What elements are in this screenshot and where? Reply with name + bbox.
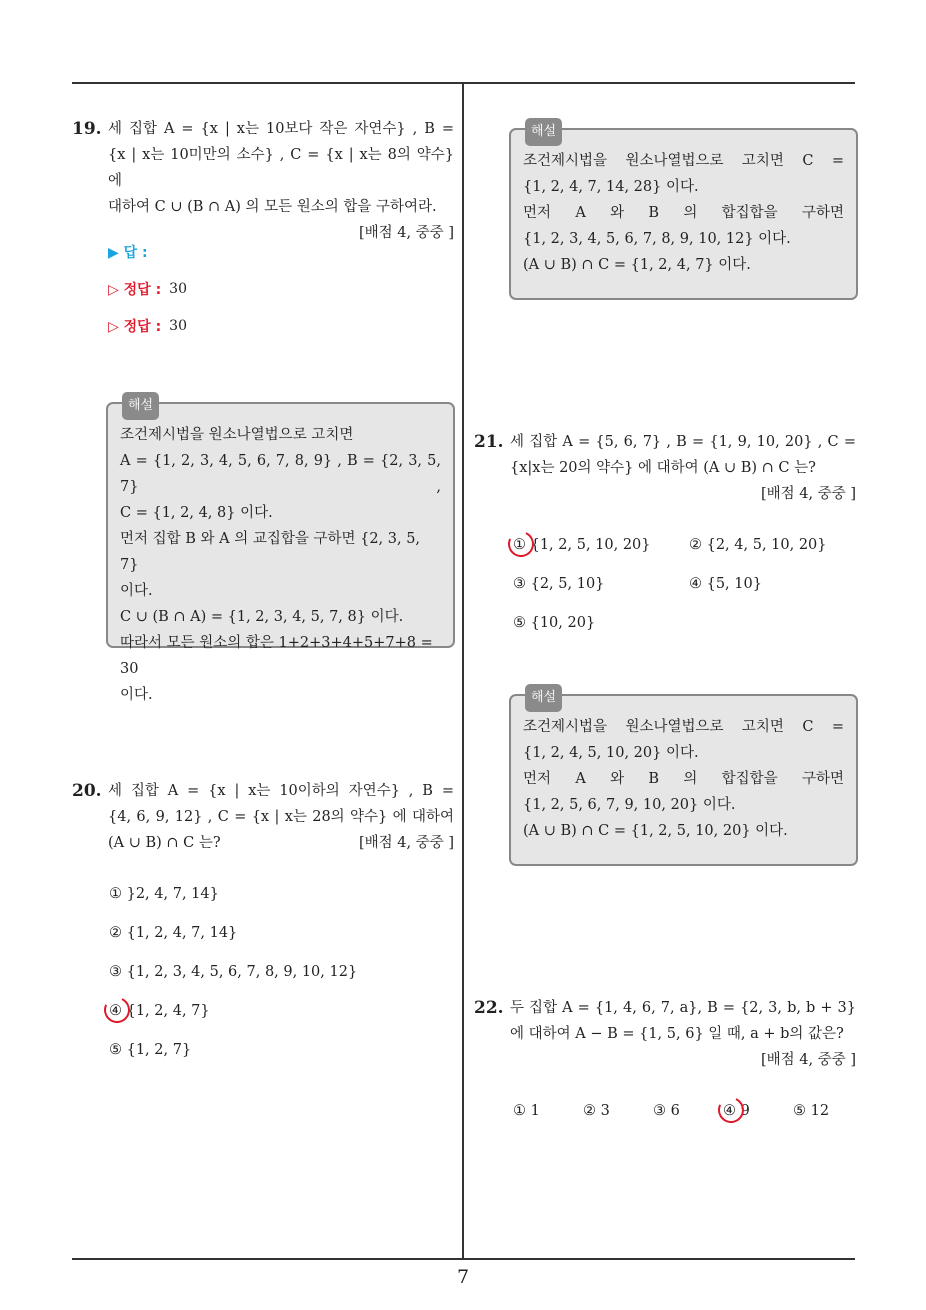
explanation-line: 먼저 A 와 B 의 합집합을 구하면 xyxy=(523,771,844,787)
option-4[interactable]: ④ {5, 10} xyxy=(689,576,762,592)
question-19 xyxy=(72,116,454,246)
question-text-line: (A ∪ B) ∩ C 는? xyxy=(108,835,221,851)
answer-block-19 xyxy=(108,233,187,344)
selected-answer-circle xyxy=(714,1093,747,1126)
explanation-line: 조건제시법을 원소나열법으로 고치면 xyxy=(120,427,354,443)
question-20 xyxy=(72,778,454,856)
answer-label: ▶ 답 : xyxy=(108,244,148,261)
option-4[interactable]: ④ {1, 2, 4, 7} xyxy=(109,1003,210,1019)
correct-label: ▷ 정답 : xyxy=(108,281,162,298)
option-3[interactable]: ③ {1, 2, 3, 4, 5, 6, 7, 8, 9, 10, 12} xyxy=(109,964,358,980)
explanation-tag: 해설 xyxy=(525,684,562,712)
explanation-line: 조건제시법을 원소나열법으로 고치면 C = xyxy=(523,153,844,169)
explanation-tag: 해설 xyxy=(525,118,562,146)
correct-label: ▷ 정답 : xyxy=(108,318,162,335)
correct-value: 30 xyxy=(169,317,187,334)
question-number: 20. xyxy=(72,781,102,801)
question-22 xyxy=(474,995,856,1073)
explanation-line: {1, 2, 5, 6, 7, 9, 10, 20} 이다. xyxy=(523,797,736,813)
question-text-line: 세 집합 A = {x | x는 10이하의 자연수} , B = xyxy=(108,783,454,799)
explanation-line: A = {1, 2, 3, 4, 5, 6, 7, 8, 9} , B = {2, 3, 5, 7} , xyxy=(120,453,441,495)
option-3[interactable]: ③ {2, 5, 10} xyxy=(513,576,605,592)
page-number: 7 xyxy=(456,1266,470,1288)
question-21 xyxy=(474,429,856,507)
option-5[interactable]: ⑤ {1, 2, 7} xyxy=(109,1042,192,1058)
option-1[interactable]: ① }2, 4, 7, 14} xyxy=(109,886,219,902)
explanation-line: C ∪ (B ∩ A) = {1, 2, 3, 4, 5, 7, 8} 이다. xyxy=(120,609,404,625)
question-number: 22. xyxy=(474,998,504,1018)
option-4[interactable]: ④ 9 xyxy=(723,1103,750,1119)
question-number: 19. xyxy=(72,119,102,139)
explanation-line: {1, 2, 4, 7, 14, 28} 이다. xyxy=(523,179,699,195)
explanation-line: 따라서 모든 원소의 합은 1+2+3+4+5+7+8 = 30 xyxy=(120,635,433,677)
explanation-box-21 xyxy=(509,690,858,866)
explanation-box-20 xyxy=(509,124,858,300)
question-number: 21. xyxy=(474,432,504,452)
explanation-line: 이다. xyxy=(120,583,153,599)
option-2[interactable]: ② 3 xyxy=(583,1103,610,1119)
question-text-line: 세 집합 A = {5, 6, 7} , B = {1, 9, 10, 20} , C = xyxy=(510,434,856,450)
explanation-tag: 해설 xyxy=(122,392,159,420)
option-1[interactable]: ① 1 xyxy=(513,1103,540,1119)
question-text-line: {4, 6, 9, 12} , C = {x | x는 28의 약수} 에 대하여 xyxy=(108,809,454,825)
option-5[interactable]: ⑤ {10, 20} xyxy=(513,615,596,631)
explanation-line: 이다. xyxy=(120,687,153,703)
option-2[interactable]: ② {1, 2, 4, 7, 14} xyxy=(109,925,238,941)
question-text-line: {x|x는 20의 약수} 에 대하여 (A ∪ B) ∩ C 는? xyxy=(510,460,816,476)
question-text-line: 에 대하여 A − B = {1, 5, 6} 일 때, a + b의 값은? xyxy=(510,1026,844,1042)
explanation-line: 먼저 집합 B 와 A 의 교집합을 구하면 {2, 3, 5, 7} xyxy=(120,531,421,573)
option-1[interactable]: ① {1, 2, 5, 10, 20} xyxy=(513,537,651,553)
explanation-line: 조건제시법을 원소나열법으로 고치면 C = xyxy=(523,719,844,735)
question-meta: [배점 4, 중중 ] xyxy=(358,225,454,241)
column-divider xyxy=(462,84,464,1260)
correct-value: 30 xyxy=(169,280,187,297)
selected-answer-circle xyxy=(504,527,537,560)
top-rule xyxy=(72,82,855,84)
explanation-line: 먼저 A 와 B 의 합집합을 구하면 xyxy=(523,205,844,221)
question-text-line: 두 집합 A = {1, 4, 6, 7, a}, B = {2, 3, b, b + 3} xyxy=(510,1000,856,1016)
question-meta: [배점 4, 중중 ] xyxy=(760,486,856,502)
option-2[interactable]: ② {2, 4, 5, 10, 20} xyxy=(689,537,827,553)
explanation-line: {1, 2, 4, 5, 10, 20} 이다. xyxy=(523,745,699,761)
bottom-rule xyxy=(72,1258,855,1260)
explanation-box-19 xyxy=(106,398,455,703)
question-text-line: {x | x는 10미만의 소수} , C = {x | x는 8의 약수} 에 xyxy=(108,147,454,189)
question-text-line: 대하여 C ∪ (B ∩ A) 의 모든 원소의 합을 구하여라. xyxy=(108,199,437,215)
question-meta: [배점 4, 중중 ] xyxy=(760,1052,856,1068)
option-5[interactable]: ⑤ 12 xyxy=(793,1103,830,1119)
selected-answer-circle xyxy=(100,993,133,1026)
option-3[interactable]: ③ 6 xyxy=(653,1103,680,1119)
explanation-line: C = {1, 2, 4, 8} 이다. xyxy=(120,505,273,521)
explanation-line: {1, 2, 3, 4, 5, 6, 7, 8, 9, 10, 12} 이다. xyxy=(523,231,791,247)
question-text-line: 세 집합 A = {x | x는 10보다 작은 자연수} , B = xyxy=(108,121,454,137)
explanation-line: (A ∪ B) ∩ C = {1, 2, 4, 7} 이다. xyxy=(523,257,751,273)
explanation-line: (A ∪ B) ∩ C = {1, 2, 5, 10, 20} 이다. xyxy=(523,823,788,839)
question-meta: [배점 4, 중중 ] xyxy=(358,835,454,851)
